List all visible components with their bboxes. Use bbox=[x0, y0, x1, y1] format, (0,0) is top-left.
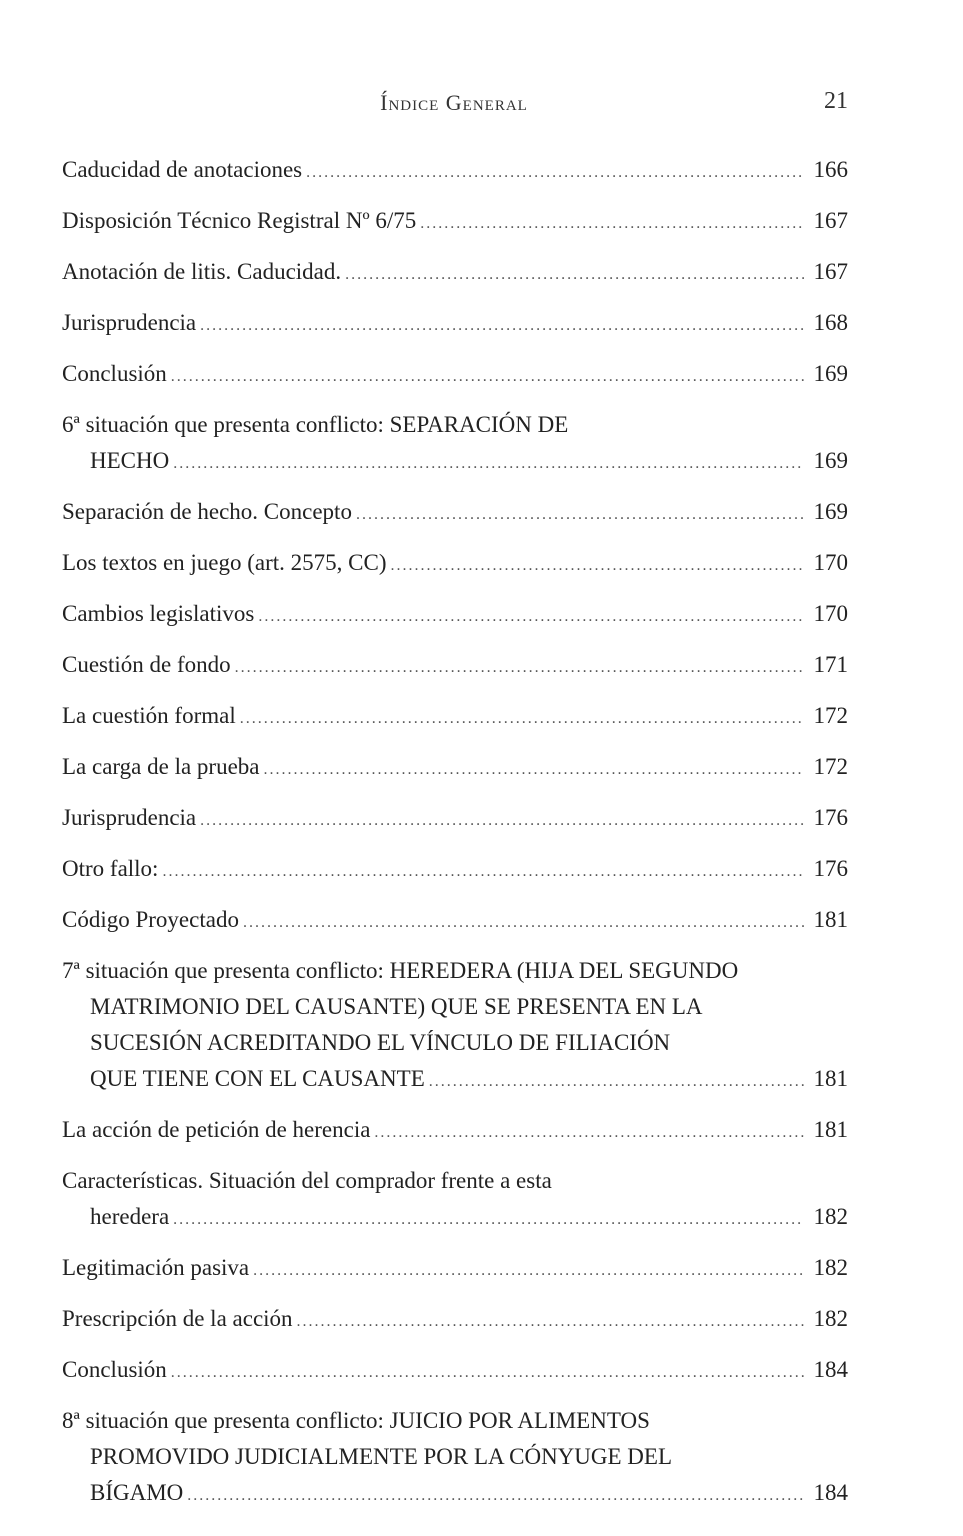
toc-entry-title: La cuestión formal bbox=[62, 703, 236, 728]
dot-leader bbox=[356, 497, 804, 533]
toc-entry-title: Disposición Técnico Registral Nº 6/75 bbox=[62, 208, 417, 233]
toc-entry-page: 166 bbox=[813, 157, 848, 182]
toc-entry-page: 182 bbox=[813, 1255, 848, 1280]
toc-entry bbox=[62, 1112, 848, 1151]
dot-leader bbox=[162, 854, 804, 890]
toc-entry bbox=[62, 647, 848, 686]
toc-entry bbox=[62, 596, 848, 635]
toc-entry bbox=[62, 1352, 848, 1391]
toc-entry-row bbox=[62, 749, 848, 788]
toc-entry-row bbox=[62, 545, 848, 584]
toc-entry-title: Conclusión bbox=[62, 361, 167, 386]
dot-leader bbox=[391, 548, 804, 584]
toc-entry-row bbox=[62, 1199, 848, 1238]
toc-entry-page: 169 bbox=[813, 361, 848, 386]
toc-entry-row bbox=[62, 356, 848, 395]
toc-entry-title: Otro fallo: bbox=[62, 856, 159, 881]
dot-leader bbox=[243, 905, 804, 941]
toc-entry-page: 169 bbox=[813, 499, 848, 524]
toc-entry-row bbox=[62, 1250, 848, 1289]
dot-leader bbox=[297, 1304, 804, 1340]
dot-leader bbox=[171, 1355, 804, 1391]
toc-entry-page: 176 bbox=[813, 856, 848, 881]
dot-leader bbox=[200, 308, 804, 344]
toc-entry bbox=[62, 1250, 848, 1289]
toc-entry bbox=[62, 494, 848, 533]
toc-entry bbox=[62, 203, 848, 242]
dot-leader bbox=[258, 599, 804, 635]
toc-entry-page: 167 bbox=[813, 208, 848, 233]
dot-leader bbox=[420, 206, 804, 242]
toc-entry-row bbox=[62, 902, 848, 941]
toc-entry-title: QUE TIENE CON EL CAUSANTE bbox=[90, 1066, 425, 1091]
dot-leader bbox=[173, 446, 804, 482]
table-of-contents bbox=[62, 152, 848, 1526]
page-number: 21 bbox=[824, 88, 848, 114]
toc-entry-page: 171 bbox=[813, 652, 848, 677]
toc-entry-row bbox=[62, 647, 848, 686]
toc-entry bbox=[62, 749, 848, 788]
toc-entry-page: 176 bbox=[813, 805, 848, 830]
toc-entry-page: 172 bbox=[813, 703, 848, 728]
toc-entry-row bbox=[62, 1301, 848, 1340]
dot-leader bbox=[235, 650, 804, 686]
toc-entry-row bbox=[62, 152, 848, 191]
toc-entry-page: 182 bbox=[813, 1204, 848, 1229]
toc-entry-page: 181 bbox=[813, 1066, 848, 1091]
toc-entry bbox=[62, 356, 848, 395]
toc-entry-row bbox=[62, 596, 848, 635]
toc-entry bbox=[62, 800, 848, 839]
toc-entry-title: Conclusión bbox=[62, 1357, 167, 1382]
dot-leader bbox=[171, 359, 804, 395]
toc-entry-row bbox=[62, 1475, 848, 1514]
toc-entry bbox=[62, 1301, 848, 1340]
toc-entry-row bbox=[62, 1352, 848, 1391]
toc-entry-title: HECHO bbox=[90, 448, 170, 473]
toc-entry bbox=[62, 1403, 848, 1514]
dot-leader bbox=[264, 752, 804, 788]
page-header bbox=[0, 90, 963, 122]
toc-entry-title: La carga de la prueba bbox=[62, 754, 260, 779]
toc-entry-title-line: PROMOVIDO JUDICIALMENTE POR LA CÓNYUGE DEL bbox=[90, 1444, 673, 1469]
toc-entry-title: Jurisprudencia bbox=[62, 805, 197, 830]
dot-leader bbox=[200, 803, 804, 839]
toc-entry-title-line: 8ª situación que presenta conflicto: JUICIO POR ALIMENTOS bbox=[62, 1408, 650, 1433]
dot-leader bbox=[429, 1064, 804, 1100]
toc-entry-page: 167 bbox=[813, 259, 848, 284]
dot-leader bbox=[345, 257, 804, 293]
toc-entry-title: Legitimación pasiva bbox=[62, 1255, 250, 1280]
toc-entry-title: Jurisprudencia bbox=[62, 310, 197, 335]
toc-entry-row bbox=[62, 1061, 848, 1100]
toc-entry-title: Separación de hecho. Concepto bbox=[62, 499, 352, 524]
toc-entry-row bbox=[62, 305, 848, 344]
toc-entry bbox=[62, 254, 848, 293]
toc-entry bbox=[62, 305, 848, 344]
toc-entry bbox=[62, 698, 848, 737]
toc-entry-title: BÍGAMO bbox=[90, 1480, 184, 1505]
toc-entry-row bbox=[62, 203, 848, 242]
dot-leader bbox=[374, 1115, 804, 1151]
toc-entry bbox=[62, 407, 848, 482]
toc-entry-page: 184 bbox=[813, 1480, 848, 1505]
toc-entry-row bbox=[62, 254, 848, 293]
toc-entry-page: 169 bbox=[813, 448, 848, 473]
toc-entry-title: heredera bbox=[90, 1204, 170, 1229]
toc-entry bbox=[62, 902, 848, 941]
toc-entry-row bbox=[62, 443, 848, 482]
toc-entry-title: Cambios legislativos bbox=[62, 601, 255, 626]
toc-entry-page: 182 bbox=[813, 1306, 848, 1331]
toc-entry-title-line: MATRIMONIO DEL CAUSANTE) QUE SE PRESENTA EN LA bbox=[90, 994, 703, 1019]
toc-entry-page: 172 bbox=[813, 754, 848, 779]
toc-entry-title-line: 6ª situación que presenta conflicto: SEPARACIÓN DE bbox=[62, 412, 569, 437]
toc-entry-title-line: 7ª situación que presenta conflicto: HEREDERA (HIJA DEL SEGUNDO bbox=[62, 958, 739, 983]
toc-entry-title: Los textos en juego (art. 2575, CC) bbox=[62, 550, 387, 575]
toc-entry bbox=[62, 953, 848, 1100]
toc-entry-row bbox=[62, 851, 848, 890]
toc-entry-title: Cuestión de fondo bbox=[62, 652, 231, 677]
toc-entry bbox=[62, 851, 848, 890]
toc-entry-row bbox=[62, 494, 848, 533]
toc-entry-title: La acción de petición de herencia bbox=[62, 1117, 371, 1142]
dot-leader bbox=[306, 155, 804, 191]
toc-entry-title-line: SUCESIÓN ACREDITANDO EL VÍNCULO DE FILIACIÓN bbox=[90, 1030, 671, 1055]
toc-entry-page: 181 bbox=[813, 1117, 848, 1142]
toc-entry-row bbox=[62, 1112, 848, 1151]
toc-entry-title-line: Características. Situación del comprador frente a esta bbox=[62, 1168, 552, 1193]
toc-entry-row bbox=[62, 698, 848, 737]
dot-leader bbox=[187, 1478, 804, 1514]
toc-entry-page: 168 bbox=[813, 310, 848, 335]
toc-entry-title: Código Proyectado bbox=[62, 907, 239, 932]
toc-entry-title: Caducidad de anotaciones bbox=[62, 157, 303, 182]
dot-leader bbox=[253, 1253, 804, 1289]
toc-entry-page: 184 bbox=[813, 1357, 848, 1382]
toc-entry bbox=[62, 1163, 848, 1238]
toc-entry-page: 170 bbox=[813, 601, 848, 626]
toc-entry-title: Prescripción de la acción bbox=[62, 1306, 293, 1331]
toc-entry-row bbox=[62, 800, 848, 839]
toc-entry-page: 170 bbox=[813, 550, 848, 575]
toc-entry-title: Anotación de litis. Caducidad. bbox=[62, 259, 342, 284]
running-header-title: Índice General bbox=[380, 90, 528, 115]
toc-entry-page: 181 bbox=[813, 907, 848, 932]
dot-leader bbox=[173, 1202, 804, 1238]
toc-entry bbox=[62, 152, 848, 191]
toc-entry bbox=[62, 545, 848, 584]
dot-leader bbox=[240, 701, 804, 737]
